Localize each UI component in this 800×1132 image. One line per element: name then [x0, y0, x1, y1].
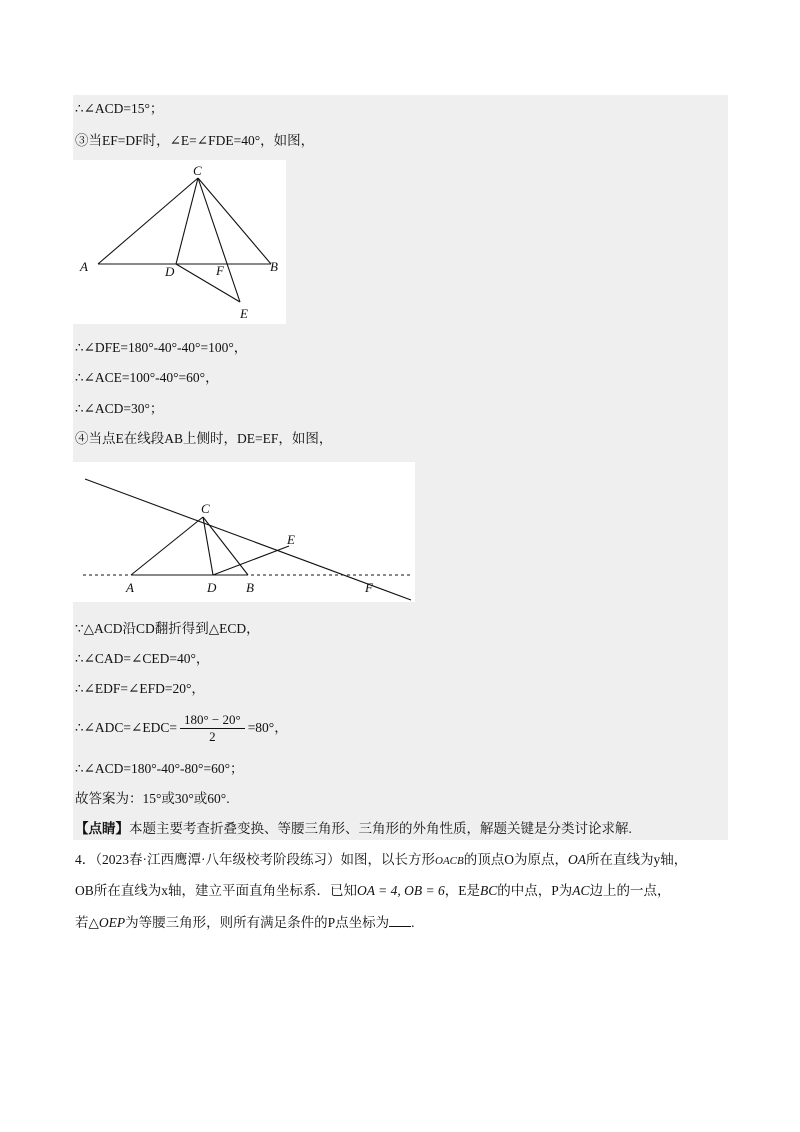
solution-line: ∴∠ACE=100°-40°=60°，: [75, 370, 219, 385]
fig1-label-C: C: [193, 163, 202, 178]
q4-text: 若: [75, 915, 89, 930]
solution-line: ∴∠ACD=30°；: [75, 401, 164, 416]
q4-given-values: OA = 4, OB = 6: [357, 883, 445, 898]
angle-equation-prefix: ∴∠ADC=∠EDC=: [75, 720, 177, 735]
fraction-denominator: 2: [209, 729, 216, 745]
question-4-line-1: [75, 851, 687, 870]
q4-text: 4．（2023春·江西鹰潭·八年级校考阶段练习）如图，以长方形: [75, 852, 435, 867]
solution-line: ∴∠EDF=∠EFD=20°，: [75, 681, 205, 696]
q4-segment-oa: OA: [567, 852, 586, 867]
q4-rect-name: OACB: [435, 855, 464, 867]
question-4-line-3: [75, 914, 415, 932]
q4-text: ，E是: [444, 883, 480, 898]
angle-equation-result: =80°，: [247, 720, 288, 735]
q4-segment-ac: AC: [572, 883, 590, 898]
key-point-text: 本题主要考查折叠变换、等腰三角形、三角形的外角性质，解题关键是分类讨论求解.: [129, 821, 632, 836]
solution-line: ∴∠ACD=180°-40°-80°=60°；: [75, 761, 244, 776]
solution-line: ③当EF=DF时，∠E=∠FDE=40°，如图，: [75, 133, 315, 148]
q4-text: 的中点，P为: [497, 883, 573, 898]
fig2-label-D: D: [207, 580, 217, 595]
solution-line: ∴∠ACD=15°；: [75, 101, 164, 116]
solution-line: ④当点E在线段AB上侧时，DE=EF，如图，: [75, 431, 333, 446]
q4-text: 所在直线为y轴，: [585, 852, 688, 867]
question-4-line-2: [75, 882, 671, 900]
figure-triangle-case4: [73, 462, 415, 602]
q4-text: .: [411, 915, 415, 930]
answer-line: 故答案为：15°或30°或60°.: [75, 791, 230, 806]
solution-line-fraction: [75, 710, 288, 746]
q4-triangle: △OEP: [88, 915, 126, 930]
q4-text: 边上的一点，: [589, 883, 671, 898]
fig2-label-E: E: [287, 532, 295, 547]
q4-text: 为等腰三角形，则所有满足条件的P点坐标为: [125, 915, 390, 930]
figure-triangle-case3: [73, 160, 286, 324]
fig1-label-D: D: [165, 264, 175, 279]
fig2-label-A: A: [126, 580, 134, 595]
q4-segment-bc: BC: [479, 883, 498, 898]
fig2-label-C: C: [201, 501, 210, 516]
fig2-label-F: F: [365, 580, 373, 595]
key-point-tag: 【点睛】: [75, 821, 129, 836]
fig1-label-E: E: [240, 306, 248, 321]
fig1-label-F: F: [216, 263, 224, 278]
q4-text: 的顶点O为原点，: [463, 852, 568, 867]
q4-text: OB所在直线为x轴，建立平面直角坐标系．已知: [75, 883, 358, 898]
fig1-label-A: A: [80, 259, 88, 274]
fig1-label-B: B: [270, 259, 278, 274]
solution-line: ∴∠DFE=180°-40°-40°=100°，: [75, 340, 248, 355]
fraction: [180, 712, 245, 745]
fig2-label-B: B: [246, 580, 254, 595]
key-point-line: [75, 820, 632, 838]
solution-line: ∵△ACD沿CD翻折得到△ECD，: [75, 621, 260, 636]
solution-line: ∴∠CAD=∠CED=40°，: [75, 651, 210, 666]
fraction-numerator: 180° − 20°: [180, 712, 245, 729]
answer-blank[interactable]: [389, 914, 411, 927]
